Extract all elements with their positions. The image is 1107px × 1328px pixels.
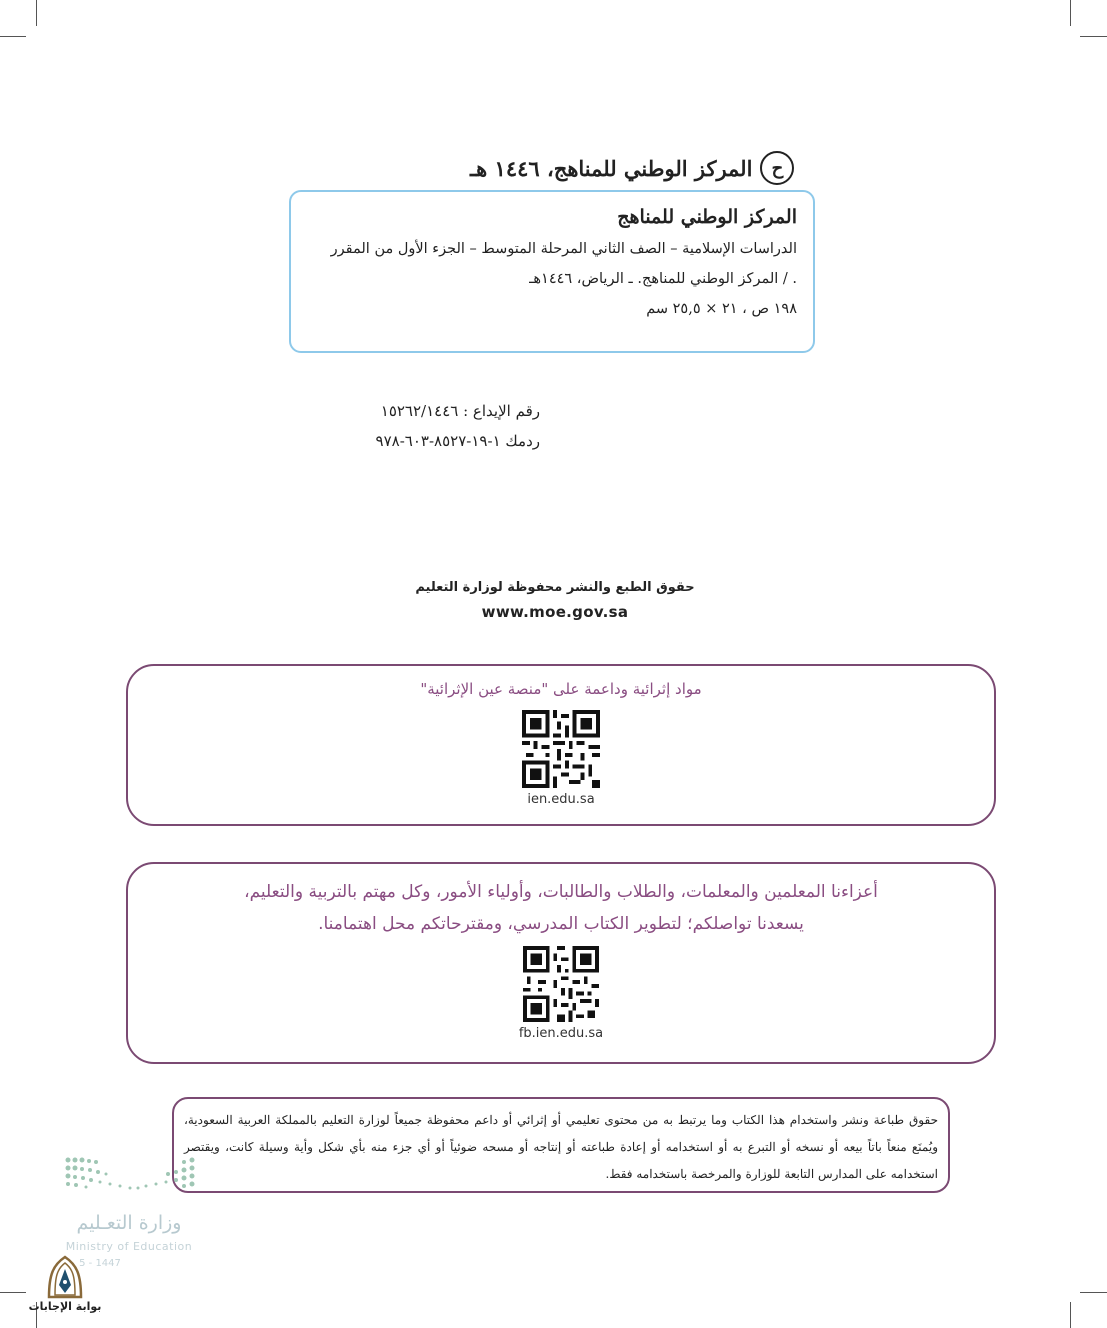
ministry-dots-icon (60, 1154, 200, 1204)
copyright-symbol: ح (760, 151, 794, 185)
feedback-url-link[interactable]: fb.ien.edu.sa (518, 1026, 604, 1041)
crop-mark-bottom-right-h (1080, 1292, 1107, 1293)
ministry-name-english: Ministry of Education (65, 1240, 193, 1253)
ien-platform-box (126, 664, 996, 826)
crop-mark-top-left-h (0, 36, 26, 37)
answers-portal-logo[interactable] (28, 1255, 102, 1321)
catalog-line-3: ١٩٨ ص ، ٢١ × ٢٥,٥ سم (646, 301, 797, 317)
crop-mark-bottom-right-v (1070, 1302, 1071, 1328)
isbn: ردمك ١-١٩-٨٥٢٧-٦٠٣-٩٧٨ (375, 432, 540, 450)
catalog-line-1: الدراسات الإسلامية – الصف الثاني المرحلة المتوسط – الجزء الأول من المقرر (330, 241, 797, 257)
ministry-year: 5 - 1447 (79, 1258, 121, 1269)
feedback-line-1: أعزاءنا المعلمين والمعلمات، والطلاب والطالبات، وأولياء الأمور، وكل مهتم بالتربية والتعليم، (244, 882, 878, 902)
copyright-text: المركز الوطني للمناهج، ١٤٤٦ هـ (470, 155, 753, 181)
rights-text: حقوق الطبع والنشر محفوظة لوزارة التعليم (415, 580, 695, 595)
catalog-title: المركز الوطني للمناهج (617, 206, 797, 228)
deposit-number: رقم الإيداع : ١٥٢٦٢/١٤٤٦ (380, 402, 540, 420)
ministry-name-arabic: وزارة التعـليم (76, 1212, 182, 1234)
crop-mark-bottom-left-h (0, 1292, 26, 1293)
deposit-info (300, 396, 540, 456)
pen-nib-icon (45, 1255, 85, 1299)
rights-notice (380, 580, 730, 621)
crop-mark-top-right-v (1070, 0, 1071, 26)
crop-mark-top-left-v (36, 0, 37, 26)
moe-url-link[interactable]: www.moe.gov.sa (481, 603, 629, 621)
crop-mark-top-right-h (1080, 36, 1107, 37)
cataloging-box (289, 190, 815, 353)
legal-text: حقوق طباعة ونشر واستخدام هذا الكتاب وما يرتبط به من محتوى تعليمي أو إثرائي أو داعم محفوظة جميعاً لوزارة التعليم بالمملكة العربية السعودية، ويُمنَع منعاً باتاً بيعه أو نسخه أو التبرع به أو استخدامه أو إعادة طباعته أو إنتاجه أو مسحه ضوئياً أو أي جزء منه بأي شكل وأية وسيلة كانت، ويقتصر استخدامه على المدارس التابعة للوزارة والمرخصة باستخدامه فقط. (184, 1113, 938, 1181)
portal-label: بوابة الإجابات (28, 1300, 102, 1313)
feedback-box (126, 862, 996, 1064)
ien-title: مواد إثرائية وداعمة على "منصة عين الإثرائية" (420, 680, 702, 698)
ien-url-link[interactable]: ien.edu.sa (527, 792, 595, 807)
ministry-logo (58, 1150, 203, 1270)
feedback-qr-code-icon[interactable] (523, 946, 599, 1022)
copyright-line (470, 148, 810, 188)
feedback-line-2: يسعدنا تواصلكم؛ لتطوير الكتاب المدرسي، ومقترحاتكم محل اهتمامنا. (318, 914, 804, 934)
legal-notice-box (172, 1097, 950, 1193)
ien-qr-code-icon[interactable] (521, 710, 601, 788)
catalog-line-2: . / المركز الوطني للمناهج. ـ الرياض، ١٤٤٦هـ (529, 271, 797, 287)
